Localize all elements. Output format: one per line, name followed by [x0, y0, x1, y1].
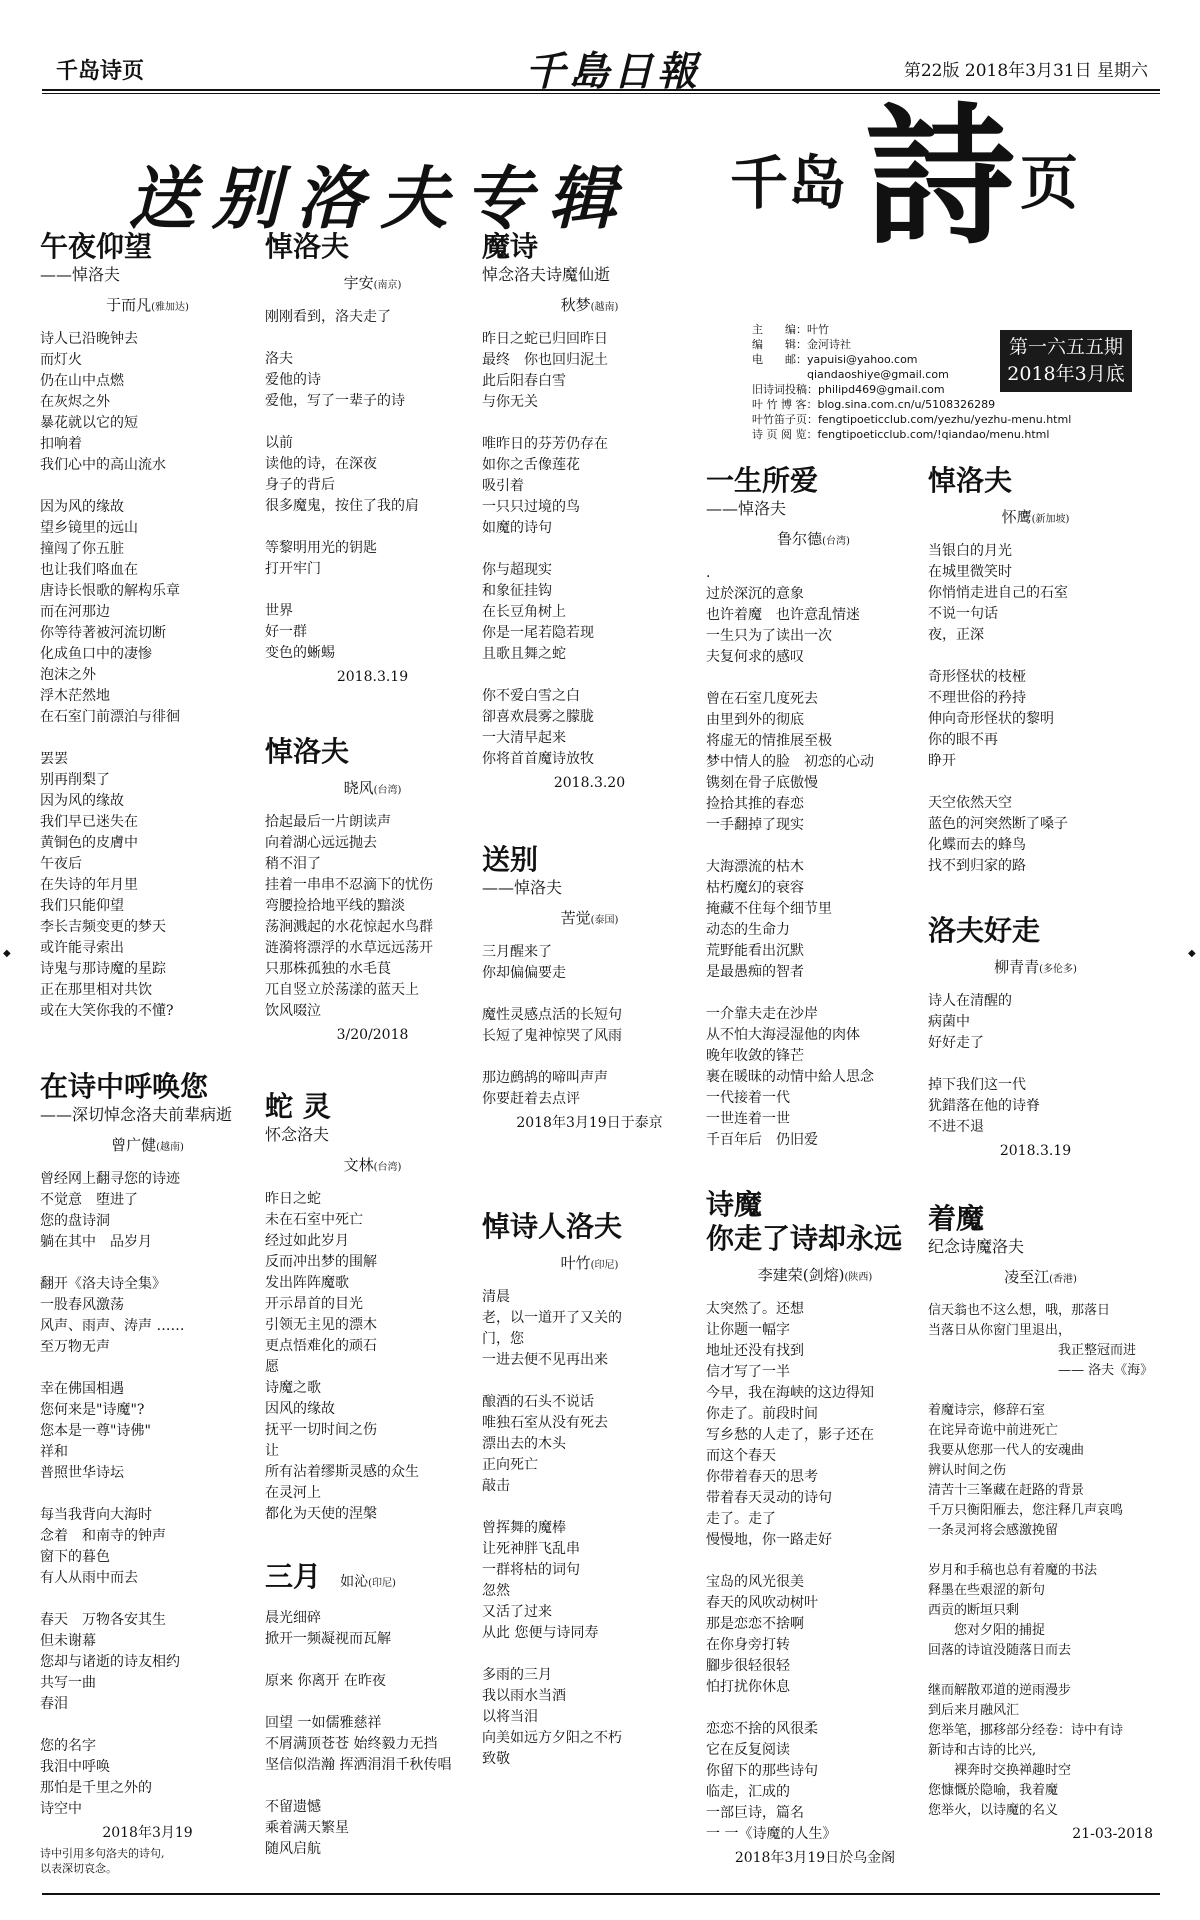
- poem-title: 送别: [482, 843, 539, 876]
- newspaper-masthead: 千島日報: [525, 48, 701, 95]
- poem-author: 于而凡(雅加达): [106, 296, 189, 314]
- poem: [265, 735, 480, 1046]
- poem: [482, 843, 697, 1134]
- poem-title: 着魔: [928, 1202, 985, 1235]
- issue-badge: [1000, 330, 1132, 392]
- poem-author: 凌至江(香港): [1004, 1268, 1077, 1286]
- poem: [928, 1202, 1153, 1845]
- poem-body: 昨日之蛇已归回昨日 最终 你也回归泥土 此后阳春白雪 与你无关 唯昨日的芬芳仍存在 如你之舌像莲花 吸引着 一只只过境的鸟 如魔的诗句 你与超现实 和象征挂钩 在长豆角树上 你是一尾若隐若现 且歌且舞之蛇 你不爱白雪之白 卻喜欢晨雾之朦胧 一大清早起来 你将首首魔诗放牧: [482, 331, 608, 767]
- poem-body: 诗人在清醒的 病菌中 好好走了 掉下我们这一代 犹錯落在他的诗脊 不进不退: [928, 993, 1040, 1135]
- issue-period: 2018年3月底: [1007, 363, 1125, 385]
- logo-right-text: 页: [1020, 149, 1079, 217]
- poem-title: 一生所爱: [706, 464, 819, 497]
- poem-title: 在诗中呼唤您: [40, 1070, 209, 1103]
- poem-author: 晓风(台湾): [343, 779, 402, 797]
- info-row: 电 邮：yapuisi@yahoo.com: [752, 353, 918, 366]
- poem: [482, 230, 697, 794]
- poem-title: 魔诗: [482, 230, 539, 263]
- info-row: 旧诗词投稿：philipd469@gmail.com: [752, 383, 945, 396]
- issue-number: 第一六五五期: [1008, 336, 1123, 358]
- poem: [706, 464, 921, 1151]
- poem-subtitle: ——悼洛夫: [482, 878, 563, 897]
- poem: [928, 914, 1143, 1162]
- poem: [40, 230, 255, 1022]
- poem-body: 信天翁也不这么想，哦，那落日 当落日从你窗门里退出， 我正整冠而进 —— 洛夫《海》 着魔诗宗，修辞石室 在诧异奇诡中前进死亡 我要从您那一代人的安魂曲 辨认时间之伤 清苦十三峯藏在赶路的背景 千万只衡阳雁去，您注释几声哀鸣 一条灵河将会感激挽留 岁月和手稿也总有着魔的书法 释墨在些艰涩的新句 西贡的断垣只剩 您对夕阳的捕捉 回落的诗谊没随落日而去 继而解散邓道的逆雨漫步 到后来月融风汇 您举笔，挪移部分经卷：诗中有诗 新诗和古诗的比兴, 裸奔时交换禅趣时空 您慷慨於隐喻，我着魔 您举火，以诗魔的名义: [928, 1303, 1154, 1818]
- poem: [265, 1090, 480, 1525]
- poem-author: 宇安(南京): [343, 274, 402, 292]
- poem-body: 三月醒来了 你却偏偏要走 魔性灵感点活的长短句 长短了鬼神惊哭了风雨 那边鹧鸪的啼叫声声 你要赶着去点评: [482, 944, 622, 1107]
- special-issue-banner: 送别洛夫专辑: [128, 159, 633, 239]
- poem-body: 清晨 老，以一道开了又关的 门，您 一进去便不见再出来 酿酒的石头不说话 唯独石室从没有死去 漂出去的木头 正向死亡 敲击 曾挥舞的魔棒 让死神胖飞乱串 一群将枯的词句 忽然 又活了过来 从此 您便与诗同寿 多雨的三月 我以雨水当酒 以将当泪 向美如远方夕阳之不朽 致敬: [482, 1289, 622, 1767]
- poem-author: 叶竹(印尼): [560, 1254, 619, 1272]
- poem-date: 2018年3月19日于泰京: [516, 1115, 663, 1131]
- poem: [482, 1210, 697, 1770]
- poem-subtitle: ——悼洛夫: [706, 499, 787, 518]
- poem-title: 悼诗人洛夫: [482, 1210, 623, 1243]
- poem-author: 李建荣(剑熔)(陕西): [757, 1266, 873, 1284]
- issue-weekday: 星期六: [1097, 61, 1148, 81]
- poem-date: 2018.3.20: [553, 775, 626, 791]
- poem-author: 苦觉(泰国): [560, 909, 619, 927]
- poem: [40, 1070, 255, 1876]
- poem-title: 三月: [265, 1560, 322, 1593]
- poem-body: . 过於深沉的意象 也许着魔 也许意乱情迷 一生只为了读出一次 夫复何求的感叹 曾在石室几度死去 由里到外的彻底 将虚无的情推展至极 梦中情人的脸 初恋的心动 镌刻在骨子底傲慢 捡拾其推的春恋 一手翻掉了现实 大海漂流的枯木 枯朽魔幻的衰容 掩藏不住每个细节里 动态的生命力 荒野能看出沉默 是最愚痴的智者 一介靠夫走在沙岸 从不怕大海浸湿他的肉体 晚年收敛的锋芒 裹在暖昧的动情中給人思念 一代接着一代 一世连着一世 千百年后 仍旧爱: [706, 565, 874, 1148]
- section-name: 千岛诗页: [56, 58, 145, 84]
- poem-date: 2018.3.19: [999, 1143, 1072, 1159]
- poem: [928, 464, 1143, 877]
- poem: [265, 1560, 480, 1860]
- poem-date: 2018年3月19: [102, 1825, 193, 1841]
- poem-title: 悼洛夫: [928, 464, 1013, 497]
- poem-title: 诗魔 你走了诗却永远: [706, 1188, 903, 1255]
- poem-author: 如沁(印尼): [340, 1574, 396, 1590]
- info-row: 叶 竹 博 客：blog.sina.com.cn/u/5108326289: [752, 398, 996, 411]
- edition-number: 第22版: [903, 61, 960, 81]
- poem-subtitle: ——深切悼念洛夫前辈病逝: [40, 1105, 233, 1124]
- poem-body: 刚刚看到，洛夫走了 洛夫 爱他的诗 爱他，写了一辈子的诗 以前 读他的诗，在深夜 身子的背后 很多魔鬼，按住了我的肩 等黎明用光的钥匙 打开牢门 世界 好一群 变色的蜥蜴: [265, 309, 419, 661]
- poem-subtitle: 纪念诗魔洛夫: [928, 1237, 1025, 1256]
- poem-body: 曾经网上翻寻您的诗迹 不觉意 堕进了 您的盘诗洞 躺在其中 品岁月 翻开《洛夫诗全集》 一股春风激荡 风声、雨声、涛声 …… 至万物无声 幸在佛国相遇 您何来是"诗魔"? 您本是一尊"诗佛" 祥和 普照世华诗坛 每当我背向大海时 念着 和南寺的钟声 窗下的暮色 有人从雨中而去 春天 万物各安其生 但未谢幕 您却与诸逝的诗友相约 共写一曲 春泪 您的名字 我泪中呼唤 那怕是千里之外的 诗空中: [40, 1171, 185, 1817]
- info-row: qiandaoshiye@gmail.com: [752, 368, 949, 381]
- poem-title: 悼洛夫: [265, 735, 350, 768]
- poem-body: 晨光细碎 掀开一频凝视而瓦解 原来 你离开 在昨夜 回望 一如儒雅慈祥 不屑满顶苍苍 始终毅力无挡 坚信似浩瀚 挥洒涓涓千秋传唱 不留遗憾 乘着满天繁星 随风启航: [265, 1610, 452, 1857]
- poem-date: 2018年3月19日於乌金阁: [734, 1850, 896, 1866]
- poetry-page-logo: [730, 89, 1130, 310]
- crop-mark: ◆: [1188, 948, 1196, 959]
- poem-body: 当银白的月光 在城里微笑时 你悄悄走进自己的石室 不说一句话 夜，正深 奇形怪状的枝桠 不理世俗的矜持 伸向奇形怪状的黎明 你的眼不再 睁开 天空依然天空 蓝色的河突然断了嗓子 化蝶而去的蜂鸟 找不到归家的路: [928, 543, 1068, 874]
- page-header: [0, 48, 1200, 95]
- poem-author: 怀鹰(新加坡): [1001, 508, 1070, 526]
- poem-title: 午夜仰望: [40, 230, 153, 263]
- poem-heading-row: [265, 1560, 480, 1594]
- info-row: 诗 页 阅 览：fengtipoeticclub.com/!qiandao/menu.html: [752, 428, 1050, 441]
- poem-author: 文林(台湾): [343, 1156, 402, 1174]
- poem-title: 蛇 灵: [265, 1090, 331, 1123]
- footer-rule: [42, 1893, 1160, 1895]
- poem-title: 悼洛夫: [265, 230, 350, 263]
- poem-subtitle: 怀念洛夫: [265, 1125, 330, 1144]
- poem-body: 拾起最后一片朗读声 向着湖心远远抛去 稍不泪了 挂着一串串不忍滴下的忧伤 弯腰捡拾地平线的黯淡 荡涧溅起的水花惊起水鸟群 涟漪将漂浮的水草远远荡开 只那株孤独的水毛茛 兀自竖立於荡漾的蓝天上 饮风啜泣: [265, 814, 433, 1019]
- poem-author: 秋梦(越南): [560, 296, 619, 314]
- poem: [265, 230, 480, 688]
- issue-date: 2018年3月31日: [964, 61, 1092, 81]
- poem-date: 2018.3.19: [336, 669, 409, 685]
- poem: [706, 1188, 924, 1869]
- info-row: 编 辑：金河诗社: [752, 338, 851, 351]
- poem-body: 太突然了。还想 让你题一幅字 地址还没有找到 信才写了一半 今早，我在海峡的这边得知 你走了。前段时间 写乡愁的人走了，影子还在 而这个春天 你带着春天的思考 带着春天灵动的诗句 走了。走了 慢慢地，你一路走好 宝岛的风光很美 春天的风吹动树叶 那是恋恋不捨啊 在你身旁打转 腳步很轻很轻 怕打扰你休息 恋恋不捨的风很柔 它在反复阅读 你留下的那些诗句 临走，汇成的 一部巨诗，篇名 一 一《诗魔的人生》: [706, 1301, 874, 1842]
- poem-author: 柳青青(多伦多): [994, 958, 1077, 976]
- poem-subtitle: 悼念洛夫诗魔仙逝: [482, 265, 611, 284]
- poem-date: 21-03-2018: [1072, 1826, 1153, 1842]
- poem-subtitle: ——悼洛夫: [40, 265, 121, 284]
- poem-author: 曾广健(越南): [111, 1136, 184, 1154]
- edition-info: [904, 56, 1148, 81]
- poem-title: 洛夫好走: [928, 914, 1041, 947]
- poem-date: 3/20/2018: [336, 1027, 409, 1043]
- poem-note: 诗中引用多句洛夫的诗句, 以表深切哀念。: [40, 1847, 165, 1875]
- info-row: 主 编：叶竹: [752, 323, 829, 336]
- logo-left-text: 千岛: [730, 149, 847, 217]
- logo-calligraphy: 詩: [865, 89, 1016, 265]
- poem-body: 诗人已沿晚钟去 而灯火 仍在山中点燃 在灰烬之外 暴花就以它的短 扣响着 我们心中的高山流水 因为风的缘故 望乡镜里的远山 撞闯了你五脏 也让我们咯血在 唐诗长恨歌的解构乐章 而在河那边 你等待著被河流切断 化成鱼口中的凄惨 泡沫之外 浮木茫然地 在石室门前漂泊与徘徊 罢罢 别再削梨了 因为风的缘故 我们早已迷失在 黄铜色的皮膚中 午夜后 在失诗的年月里 我们只能仰望 李长吉频变更的梦天 或许能寻索出 诗鬼与那诗魔的星踪 正在那里相对共饮 或在大笑你我的不懂?: [40, 331, 180, 1019]
- poem-body: 昨日之蛇 未在石室中死亡 经过如此岁月 反而冲出梦的围解 发出阵阵魔歌 开示昂首的目光 引领无主见的漂木 更点悟难化的顽石 愿 诗魔之歌 因风的缘故 抚平一切时间之伤 让 所有沾着缪斯灵感的众生 在灵河上 都化为天使的涅槃: [265, 1191, 419, 1522]
- crop-mark: ◆: [3, 948, 11, 959]
- info-row: 叶竹笛子页：fengtipoeticclub.com/yezhu/yezhu-menu.html: [752, 413, 1072, 426]
- poem-author: 鲁尔德(台湾): [777, 530, 850, 548]
